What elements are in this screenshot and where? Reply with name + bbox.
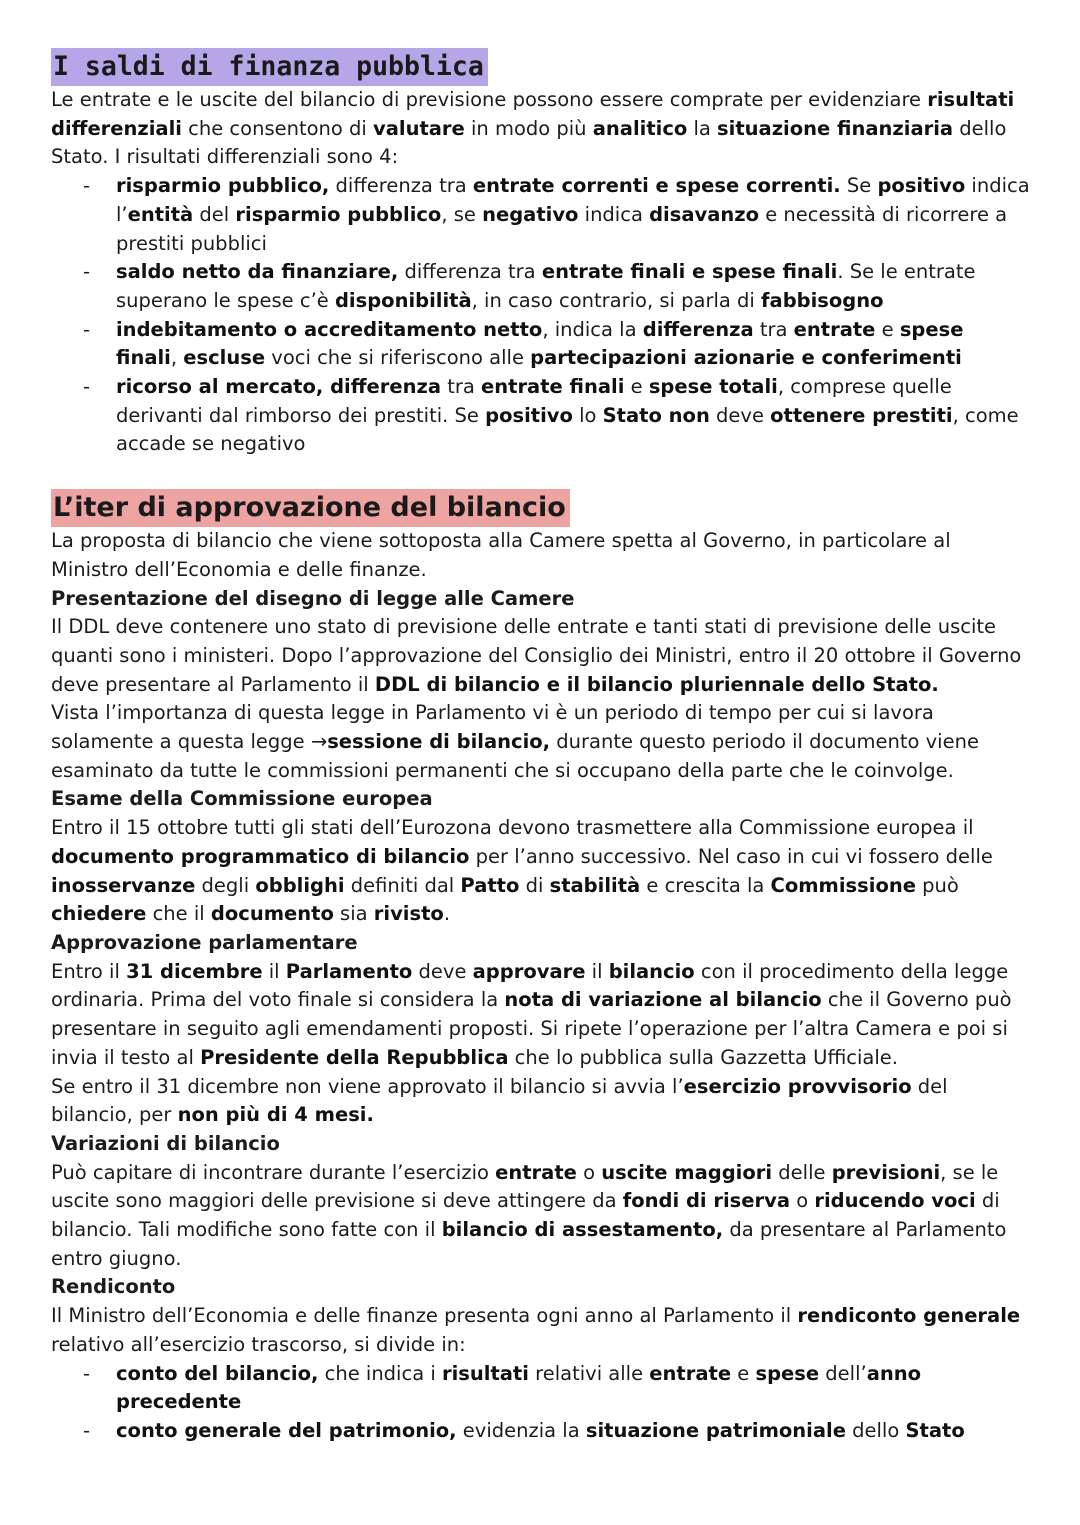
bold-text: saldo netto da finanziare, <box>116 260 399 284</box>
text-run: La proposta di bilancio che viene sottoposta alla Camere spetta al Governo, in particolare al Ministro dell’Economia e delle finanze. <box>51 529 951 581</box>
text-run: evidenzia la <box>456 1418 586 1442</box>
text-run: , comprese quelle derivanti dal rimborso dei prestiti. Se <box>116 375 952 427</box>
text-run: tra <box>441 375 482 399</box>
text-run: voci che si riferiscono alle <box>265 346 531 370</box>
text-run: sia <box>333 902 374 926</box>
bold-text: disavanzo <box>649 202 760 226</box>
bold-text: previsioni <box>831 1160 941 1184</box>
text-run: che il Governo può presentare in seguito agli emendamenti proposti. Si ripete l’operazione per l’altra Camera e poi si invia il testo al <box>51 988 1012 1069</box>
text-run: relativi alle <box>528 1361 650 1385</box>
bold-text: documento programmatico di bilancio <box>51 844 470 868</box>
text-run: differenza tra <box>398 260 542 284</box>
text-run: del bilancio, per <box>51 1074 948 1127</box>
text-run: o <box>790 1189 815 1213</box>
text-run: Il DDL deve contenere uno stato di previsione delle entrate e tanti stati di previsione delle uscite quanti sono i ministeri. Dopo l’approvazione del Consiglio dei Ministri, entro il 20 ottobre il Governo deve presentare al Parlamento il <box>51 615 1022 696</box>
text-run: Le entrate e le uscite del bilancio di previsione possono essere comprate per evidenziare <box>51 88 928 111</box>
bold-text: DDL di bilancio e il bilancio pluriennale dello Stato. <box>374 672 939 696</box>
bold-text: 31 dicembre <box>126 959 263 983</box>
bold-text: spese totali <box>648 375 778 399</box>
text-run: e <box>875 317 900 341</box>
bold-text: escluse <box>183 346 266 370</box>
text-run: , se <box>441 202 483 226</box>
bold-text: situazione patrimoniale <box>585 1418 846 1442</box>
bold-text: positivo <box>485 403 573 427</box>
text-run: che consentono di <box>181 116 374 140</box>
paragraph <box>51 699 1030 785</box>
bold-text: anno precedente <box>116 1361 922 1414</box>
text-run: dell’ <box>819 1361 867 1385</box>
bold-text: obblighi <box>255 873 345 897</box>
subheading: Approvazione parlamentare <box>51 930 358 954</box>
text-run: durante questo periodo il documento viene esaminato da tutte le commissioni permanenti che si occupano della parte che le coinvolge. <box>51 730 979 782</box>
text-run: per l’anno successivo. Nel caso in cui vi fossero delle <box>469 844 993 868</box>
text-run: e necessità di ricorrere a prestiti pubblici <box>116 202 1008 255</box>
bold-text: Stato <box>905 1418 965 1442</box>
bold-text: entrate correnti e spese correnti. <box>472 174 841 198</box>
bold-text: sessione di bilancio, <box>327 730 551 754</box>
bold-text: bilancio di assestamento, <box>441 1218 724 1242</box>
text-run: . Se le entrate superano le spese c’è <box>116 260 976 312</box>
text-run: il <box>262 959 286 983</box>
bold-text: entrate finali e spese finali <box>541 260 838 284</box>
text-run: Se <box>840 174 878 198</box>
bullet-list <box>51 1360 1030 1446</box>
paragraph <box>51 958 1030 1073</box>
bold-text: riducendo voci <box>814 1189 976 1213</box>
text-run: del <box>193 202 236 226</box>
bold-text: entità <box>127 202 194 226</box>
bold-text: Parlamento <box>285 959 413 983</box>
bold-text: risultati differenziali <box>51 88 1015 140</box>
text-run: , indica la <box>542 317 643 341</box>
subheading: Variazioni di bilancio <box>51 1131 280 1155</box>
text-run: definiti dal <box>344 873 461 897</box>
bold-text: disponibilità <box>334 288 472 312</box>
text-run: da presentare al Parlamento entro giugno. <box>51 1218 1007 1270</box>
bold-text: fabbisogno <box>761 288 884 312</box>
text-run: , <box>170 346 184 370</box>
bold-text: fondi di riserva <box>622 1189 790 1213</box>
paragraph <box>51 814 1030 929</box>
section-saldi <box>51 48 1030 459</box>
bold-text: documento <box>210 902 334 926</box>
text-run: con il procedimento della legge ordinaria. Prima del voto finale si considera la <box>51 959 1009 1012</box>
bold-text: inosservanze <box>51 873 196 897</box>
text-run: di <box>519 873 550 897</box>
text-run: differenza tra <box>329 174 473 198</box>
text-run: tra <box>753 317 794 341</box>
bold-text: ricorso al mercato, differenza <box>116 375 441 399</box>
text-run: degli <box>195 873 256 897</box>
text-run: che indica i <box>318 1361 442 1385</box>
iter-body <box>51 527 1030 1446</box>
text-run: relativo all’esercizio trascorso, si divide in: <box>51 1332 466 1356</box>
bold-text: Presidente della Repubblica <box>200 1045 509 1069</box>
text-run: , come accade se negativo <box>116 403 1019 456</box>
section-title: L’iter di approvazione del bilancio <box>51 489 570 527</box>
bold-text: bilancio <box>608 959 695 983</box>
bold-text: approvare <box>472 959 586 983</box>
list-item <box>116 316 1030 373</box>
text-run: e <box>624 375 649 399</box>
text-run: , se le uscite sono maggiori delle previsione si deve attingere da <box>51 1160 999 1213</box>
subheading: Presentazione del disegno di legge alle Camere <box>51 586 575 610</box>
bold-text: situazione finanziaria <box>717 116 954 140</box>
text-run: Vista l’importanza di questa legge in Parlamento vi è un periodo di tempo per cui si lavora solamente a questa legge → <box>51 701 934 754</box>
text-run: in modo più <box>464 116 593 140</box>
text-run: può <box>915 873 959 897</box>
bold-text: rendiconto generale <box>797 1304 1021 1328</box>
bold-text: conto generale del patrimonio, <box>116 1418 457 1442</box>
text-run: indica l’ <box>116 174 1030 226</box>
bold-text: analitico <box>592 116 688 140</box>
text-run: delle <box>772 1160 832 1184</box>
text-run: . <box>443 902 451 926</box>
bold-text: esercizio provvisorio <box>683 1074 912 1098</box>
bold-text: spese <box>755 1361 820 1385</box>
text-run: Il Ministro dell’Economia e delle finanze presenta ogni anno al Parlamento il <box>51 1304 798 1328</box>
list-item <box>116 1360 1030 1417</box>
subheading: Rendiconto <box>51 1275 176 1299</box>
text-run: , in caso contrario, si parla di <box>471 288 762 312</box>
text-run: o <box>576 1160 602 1184</box>
bold-text: indebitamento o accreditamento netto <box>116 317 543 341</box>
paragraph <box>51 527 1030 584</box>
bold-text: valutare <box>373 116 465 140</box>
text-run: di bilancio. Tali modifiche sono fatte con il <box>51 1189 1000 1242</box>
text-run: deve <box>412 959 473 983</box>
bold-text: risparmio pubblico, <box>116 174 330 198</box>
bold-text: ottenere prestiti <box>770 403 953 427</box>
bold-text: differenza <box>642 317 754 341</box>
text-run: che il <box>146 902 211 926</box>
bold-text: partecipazioni azionarie e conferimenti <box>530 346 962 370</box>
bold-text: chiedere <box>51 902 147 926</box>
list-item <box>116 258 1030 315</box>
text-run: Se entro il 31 dicembre non viene approvato il bilancio si avvia l’ <box>51 1074 684 1098</box>
bold-text: entrate <box>793 317 876 341</box>
bold-text: risparmio pubblico <box>235 202 442 226</box>
bold-text: entrate <box>649 1361 732 1385</box>
text-run: lo <box>572 403 603 427</box>
text-run: deve <box>709 403 771 427</box>
saldi-list <box>51 172 1030 459</box>
bold-text: entrate <box>495 1160 577 1184</box>
bold-text: Commissione <box>770 873 916 897</box>
text-run: Entro il 15 ottobre tutti gli stati dell’Eurozona devono trasmettere alla Commissione europea il <box>51 816 974 840</box>
text-run: dello Stato. I risultati differenziali sono 4: <box>51 116 1007 169</box>
text-run: indica <box>578 202 650 226</box>
text-run: che lo pubblica sulla Gazzetta Ufficiale. <box>508 1045 898 1069</box>
text-run: Entro il <box>51 959 127 983</box>
subheading: Esame della Commissione europea <box>51 787 433 811</box>
bold-text: stabilità <box>549 873 641 897</box>
section-iter <box>51 489 1030 1446</box>
text-run: la <box>687 116 718 140</box>
paragraph <box>51 1159 1030 1274</box>
list-item <box>116 373 1030 459</box>
bold-text: Patto <box>460 873 520 897</box>
bold-text: negativo <box>482 202 579 226</box>
bold-text: positivo <box>877 174 966 198</box>
bold-text: uscite maggiori <box>601 1160 773 1184</box>
list-item <box>116 172 1030 258</box>
text-run: il <box>585 959 609 983</box>
paragraph <box>51 1073 1030 1130</box>
bold-text: risultati <box>441 1361 529 1385</box>
bold-text: nota di variazione al bilancio <box>504 988 822 1012</box>
paragraph <box>51 613 1030 699</box>
bold-text: non più di 4 mesi. <box>177 1103 374 1127</box>
section-title: I saldi di finanza pubblica <box>51 48 488 86</box>
bold-text: rivisto <box>373 902 444 926</box>
bold-text: conto del bilancio, <box>116 1361 319 1385</box>
text-run: Può capitare di incontrare durante l’esercizio <box>51 1160 496 1184</box>
intro-paragraph <box>51 86 1030 172</box>
text-run: e crescita la <box>640 873 771 897</box>
paragraph <box>51 1302 1030 1359</box>
text-run: dello <box>845 1418 906 1442</box>
bold-text: spese finali <box>116 317 964 370</box>
list-item <box>116 1417 1030 1446</box>
bold-text: entrate finali <box>481 375 625 399</box>
text-run: e <box>731 1361 756 1385</box>
bold-text: Stato non <box>602 403 710 427</box>
